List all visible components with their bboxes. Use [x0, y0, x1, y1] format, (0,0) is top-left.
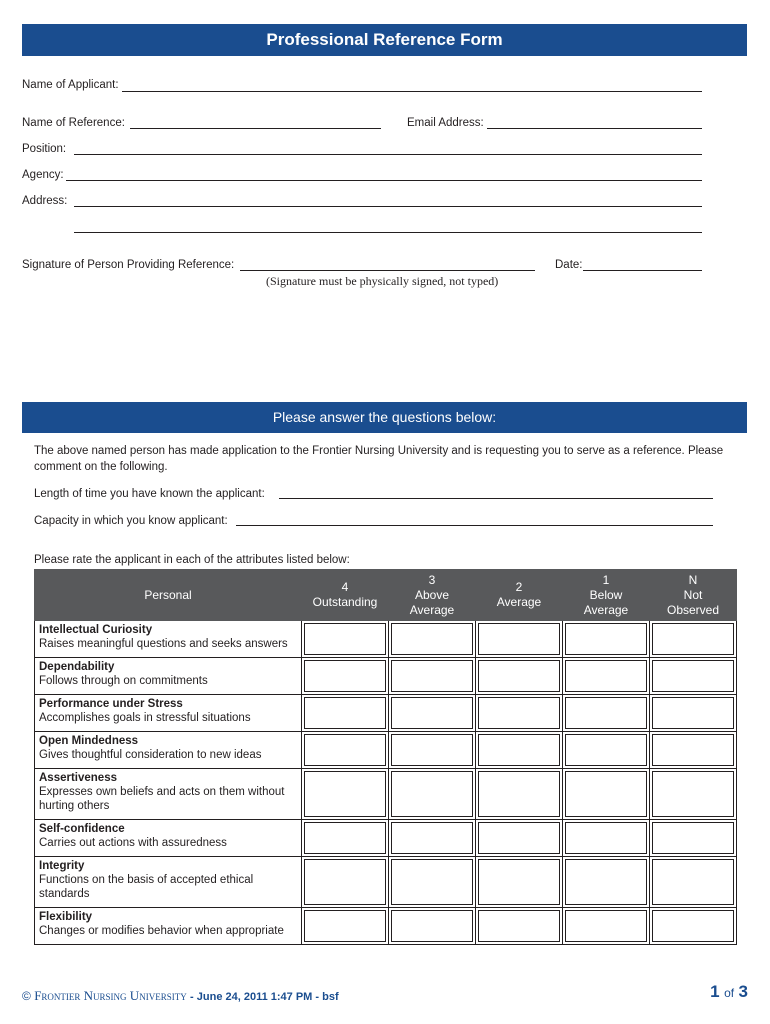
rating-cell — [563, 908, 650, 945]
rating-label: Above — [414, 587, 450, 602]
rating-cell — [476, 732, 563, 769]
rating-header-row — [35, 570, 737, 621]
form-title: Professional Reference Form — [22, 24, 747, 56]
attribute-description: Gives thoughtful consideration to new ideas — [39, 749, 262, 761]
rating-checkbox[interactable] — [652, 660, 734, 692]
rating-cell — [563, 732, 650, 769]
footer-credit — [22, 988, 339, 1004]
rating-label: Not — [683, 587, 703, 602]
rating-checkbox[interactable] — [391, 734, 473, 766]
email-field[interactable] — [487, 128, 702, 129]
rating-cell — [650, 769, 737, 820]
signature-note: (Signature must be physically signed, not typed) — [266, 274, 499, 288]
rating-cell — [389, 908, 476, 945]
rating-checkbox[interactable] — [304, 771, 386, 817]
rating-cell — [650, 908, 737, 945]
rating-checkbox[interactable] — [391, 822, 473, 854]
capacity-field[interactable] — [236, 525, 713, 526]
rating-code: 2 — [515, 580, 523, 594]
rating-cell — [389, 695, 476, 732]
rating-checkbox[interactable] — [652, 771, 734, 817]
rating-code: N — [688, 572, 698, 587]
rating-cell — [650, 732, 737, 769]
capacity-label: Capacity in which you know applicant: — [34, 515, 228, 527]
university-name: Frontier Nursing University — [34, 988, 187, 1003]
rating-label-2: Average — [583, 602, 629, 617]
rating-cell — [302, 820, 389, 857]
rating-checkbox[interactable] — [304, 697, 386, 729]
rating-label-2: Average — [409, 602, 455, 617]
rating-checkbox[interactable] — [652, 822, 734, 854]
rating-checkbox[interactable] — [652, 623, 734, 655]
intro-paragraph: The above named person has made application to the Frontier Nursing University and is requesting you to serve as a reference. Please comment on the following. — [34, 445, 724, 473]
rating-cell — [302, 857, 389, 908]
rating-cell — [302, 658, 389, 695]
rating-checkbox[interactable] — [478, 623, 560, 655]
rating-cell — [389, 658, 476, 695]
rating-checkbox[interactable] — [652, 734, 734, 766]
rating-checkbox[interactable] — [565, 771, 647, 817]
attribute-name: Flexibility — [39, 911, 93, 923]
attribute-description: Raises meaningful questions and seeks answers — [39, 638, 288, 650]
rating-cell — [650, 695, 737, 732]
rating-cell — [302, 732, 389, 769]
rating-header-n — [650, 570, 737, 621]
rating-checkbox[interactable] — [565, 660, 647, 692]
attribute-cell — [35, 732, 302, 769]
page-of: of — [724, 986, 735, 1000]
length-known-field[interactable] — [279, 498, 713, 499]
rating-checkbox[interactable] — [304, 822, 386, 854]
table-row — [35, 658, 737, 695]
length-known-label: Length of time you have known the applicant: — [34, 488, 265, 500]
attribute-name: Open Mindedness — [39, 735, 139, 747]
rating-cell — [476, 621, 563, 658]
attribute-description: Follows through on commitments — [39, 675, 208, 687]
rating-checkbox[interactable] — [391, 660, 473, 692]
rating-checkbox[interactable] — [478, 697, 560, 729]
signature-label: Signature of Person Providing Reference: — [22, 259, 235, 271]
rating-cell — [302, 695, 389, 732]
attribute-name: Integrity — [39, 860, 85, 872]
attribute-name: Assertiveness — [39, 772, 117, 784]
rating-cell — [302, 621, 389, 658]
attribute-name: Performance under Stress — [39, 698, 183, 710]
rating-header-4 — [302, 570, 389, 621]
rating-checkbox[interactable] — [304, 660, 386, 692]
attribute-description: Changes or modifies behavior when appropriate — [39, 925, 284, 937]
rating-table — [34, 569, 737, 945]
attribute-cell — [35, 695, 302, 732]
rating-checkbox[interactable] — [478, 734, 560, 766]
rating-label: Below — [589, 587, 623, 602]
rating-cell — [476, 908, 563, 945]
rating-checkbox[interactable] — [304, 910, 386, 942]
rating-cell — [563, 820, 650, 857]
table-row — [35, 908, 737, 945]
rating-cell — [563, 658, 650, 695]
rating-checkbox[interactable] — [478, 859, 560, 905]
rating-cell — [563, 621, 650, 658]
table-row — [35, 732, 737, 769]
rating-cell — [476, 695, 563, 732]
rating-cell — [476, 769, 563, 820]
page-current: 1 — [710, 982, 720, 1001]
rating-cell — [650, 658, 737, 695]
attribute-cell — [35, 658, 302, 695]
footer-timestamp: - June 24, 2011 1:47 PM - bsf — [190, 991, 339, 1003]
attribute-cell — [35, 857, 302, 908]
date-label: Date: — [555, 259, 583, 271]
table-row — [35, 695, 737, 732]
reference-name-label: Name of Reference: — [22, 117, 125, 129]
rating-code: 4 — [341, 580, 349, 594]
address-field-line1[interactable] — [74, 206, 702, 207]
attribute-name: Self-confidence — [39, 823, 125, 835]
rating-label: Outstanding — [312, 595, 378, 609]
rating-checkbox[interactable] — [652, 697, 734, 729]
agency-field[interactable] — [66, 180, 702, 181]
rating-cell — [389, 769, 476, 820]
rating-checkbox[interactable] — [391, 771, 473, 817]
rating-cell — [389, 732, 476, 769]
rating-header-1 — [563, 570, 650, 621]
rating-checkbox[interactable] — [478, 822, 560, 854]
attribute-cell — [35, 908, 302, 945]
attribute-description: Accomplishes goals in stressful situations — [39, 712, 251, 724]
copyright-symbol: © — [22, 989, 31, 1003]
rating-cell — [476, 857, 563, 908]
attribute-description: Carries out actions with assuredness — [39, 837, 227, 849]
rating-cell — [389, 820, 476, 857]
rating-checkbox[interactable] — [565, 623, 647, 655]
rating-cell — [476, 820, 563, 857]
attribute-name: Dependability — [39, 661, 115, 673]
agency-label: Agency: — [22, 169, 64, 181]
rating-code: 1 — [602, 572, 610, 587]
date-field[interactable] — [583, 270, 702, 271]
applicant-name-label: Name of Applicant: — [22, 79, 119, 91]
email-label: Email Address: — [407, 117, 484, 129]
rating-cell — [302, 769, 389, 820]
rating-checkbox[interactable] — [391, 910, 473, 942]
attribute-description: Functions on the basis of accepted ethical standards — [39, 874, 254, 900]
attribute-description: Expresses own beliefs and acts on them without hurting others — [39, 786, 285, 812]
rating-cell — [563, 769, 650, 820]
section-heading: Please answer the questions below: — [22, 402, 747, 433]
rating-cell — [650, 857, 737, 908]
attribute-name: Intellectual Curiosity — [39, 624, 153, 636]
rating-cell — [650, 820, 737, 857]
rating-checkbox[interactable] — [304, 734, 386, 766]
rating-checkbox[interactable] — [565, 697, 647, 729]
attribute-cell — [35, 621, 302, 658]
rating-checkbox[interactable] — [478, 660, 560, 692]
rate-instruction: Please rate the applicant in each of the attributes listed below: — [34, 554, 350, 566]
reference-name-field[interactable] — [130, 128, 381, 129]
rating-cell — [563, 695, 650, 732]
page-total: 3 — [738, 982, 748, 1001]
rating-cell — [650, 621, 737, 658]
rating-checkbox[interactable] — [652, 859, 734, 905]
rating-header-3 — [389, 570, 476, 621]
rating-checkbox[interactable] — [391, 623, 473, 655]
table-row — [35, 621, 737, 658]
rating-checkbox[interactable] — [565, 822, 647, 854]
rating-checkbox[interactable] — [652, 910, 734, 942]
rating-checkbox[interactable] — [391, 697, 473, 729]
rating-code: 3 — [428, 572, 436, 587]
rating-cell — [476, 658, 563, 695]
address-field-line2[interactable] — [74, 232, 702, 233]
rating-checkbox[interactable] — [478, 910, 560, 942]
rating-checkbox[interactable] — [565, 734, 647, 766]
rating-label-2: Observed — [666, 602, 720, 617]
rating-cell — [563, 857, 650, 908]
address-label: Address: — [22, 195, 68, 207]
attribute-cell — [35, 769, 302, 820]
table-row — [35, 769, 737, 820]
signature-field[interactable] — [240, 270, 535, 271]
category-header: Personal — [35, 570, 302, 621]
position-label: Position: — [22, 143, 67, 155]
rating-checkbox[interactable] — [304, 859, 386, 905]
rating-header-2 — [476, 570, 563, 621]
rating-checkbox[interactable] — [304, 623, 386, 655]
rating-cell — [302, 908, 389, 945]
rating-checkbox[interactable] — [565, 910, 647, 942]
rating-label: Average — [496, 595, 542, 609]
rating-checkbox[interactable] — [565, 859, 647, 905]
rating-checkbox[interactable] — [478, 771, 560, 817]
position-field[interactable] — [74, 154, 702, 155]
page-number — [710, 982, 748, 1002]
applicant-name-field[interactable] — [122, 91, 702, 92]
table-row — [35, 857, 737, 908]
rating-cell — [389, 621, 476, 658]
rating-cell — [389, 857, 476, 908]
rating-checkbox[interactable] — [391, 859, 473, 905]
table-row — [35, 820, 737, 857]
attribute-cell — [35, 820, 302, 857]
